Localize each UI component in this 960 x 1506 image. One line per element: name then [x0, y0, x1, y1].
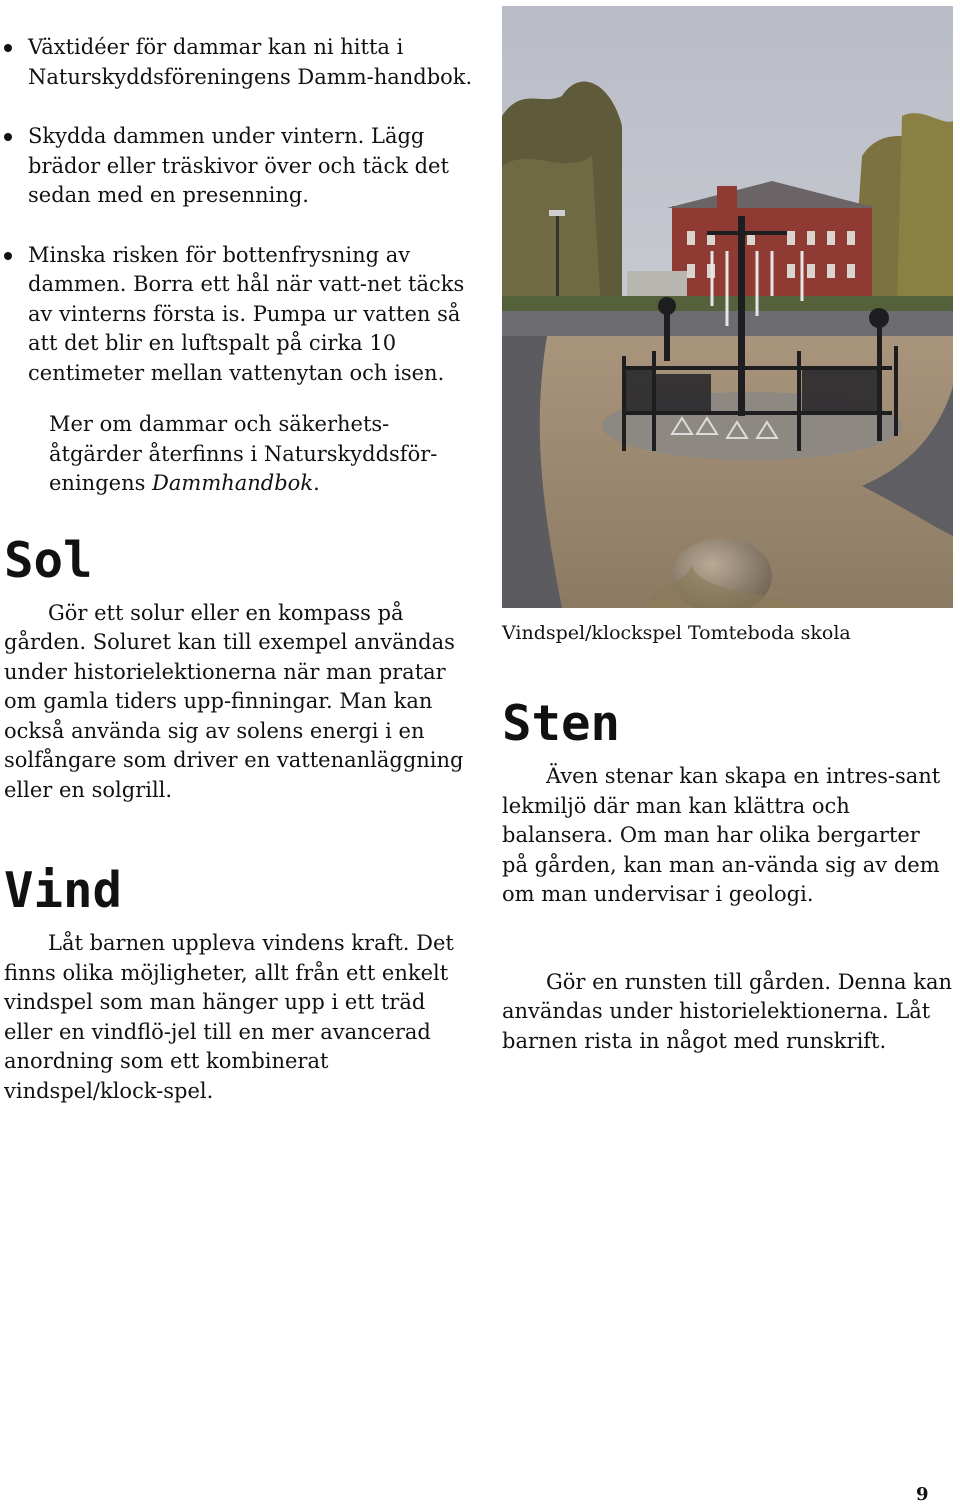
- sten-text-2: Gör en runsten till gården. Denna kan användas under historielektionerna. Låt barnen rista in något med runskrift.: [502, 969, 952, 1053]
- bullet-icon: [4, 133, 12, 141]
- sol-paragraph: [4, 599, 474, 806]
- sten-paragraph-2: [502, 968, 952, 1057]
- bullet-text: Växtidéer för dammar kan ni hitta i Naturskyddsföreningens Damm-handbok.: [28, 35, 473, 89]
- left-column: [4, 33, 474, 1106]
- list-item: [4, 33, 474, 92]
- bullet-text: Skydda dammen under vintern. Lägg brädor eller träskivor över och täck det sedan med en presenning.: [28, 124, 449, 207]
- right-column: [502, 620, 952, 1056]
- section-heading-sten: Sten: [502, 695, 621, 752]
- reference-paragraph: [4, 410, 474, 499]
- section-heading-sol: Sol: [4, 531, 93, 589]
- photo-windchime: [502, 6, 953, 608]
- reference-text: Mer om dammar och säkerhets-åtgärder återfinns i Naturskyddsför-eningens: [49, 412, 438, 495]
- book-title: Dammhandbok: [152, 471, 314, 495]
- photo-illustration: [502, 6, 953, 608]
- section-heading-vind: Vind: [4, 862, 123, 919]
- sol-text: Gör ett solur eller en kompass på gården. Soluret kan till exempel användas under historielektionerna när man pratar om gamla tiders upp-finningar. Man kan också använda sig av solens energi i en solfångare som driver en vattenanläggning eller en solgrill.: [4, 600, 464, 802]
- list-item: [4, 241, 474, 389]
- reference-end: .: [313, 471, 320, 495]
- page-number: 9: [916, 1484, 929, 1505]
- list-item: [4, 122, 474, 211]
- sten-paragraph-1: [502, 762, 952, 910]
- bullet-icon: [4, 44, 12, 52]
- vind-text: Låt barnen uppleva vindens kraft. Det finns olika möjligheter, allt från ett enkelt vindspel som man hänger upp i ett träd eller en vindflö-jel till en mer avancerad anordning som ett kombinerat vindspel/klock-spel.: [4, 931, 454, 1103]
- tips-list: [4, 33, 474, 388]
- bullet-icon: [4, 252, 12, 260]
- bullet-text: Minska risken för bottenfrysning av dammen. Borra ett hål när vatt-net täcks av vinterns första is. Pumpa ur vatten så att det blir en luftspalt på cirka 10 centimeter mellan vattenytan och isen.: [28, 242, 465, 385]
- vind-paragraph: [4, 929, 474, 1106]
- sten-text-1: Även stenar kan skapa en intres-sant lekmiljö där man kan klättra och balansera. Om man har olika bergarter på gården, kan man an-vända sig av dem om man undervisar i geologi.: [502, 764, 941, 906]
- photo-caption: Vindspel/klockspel Tomteboda skola: [502, 622, 851, 644]
